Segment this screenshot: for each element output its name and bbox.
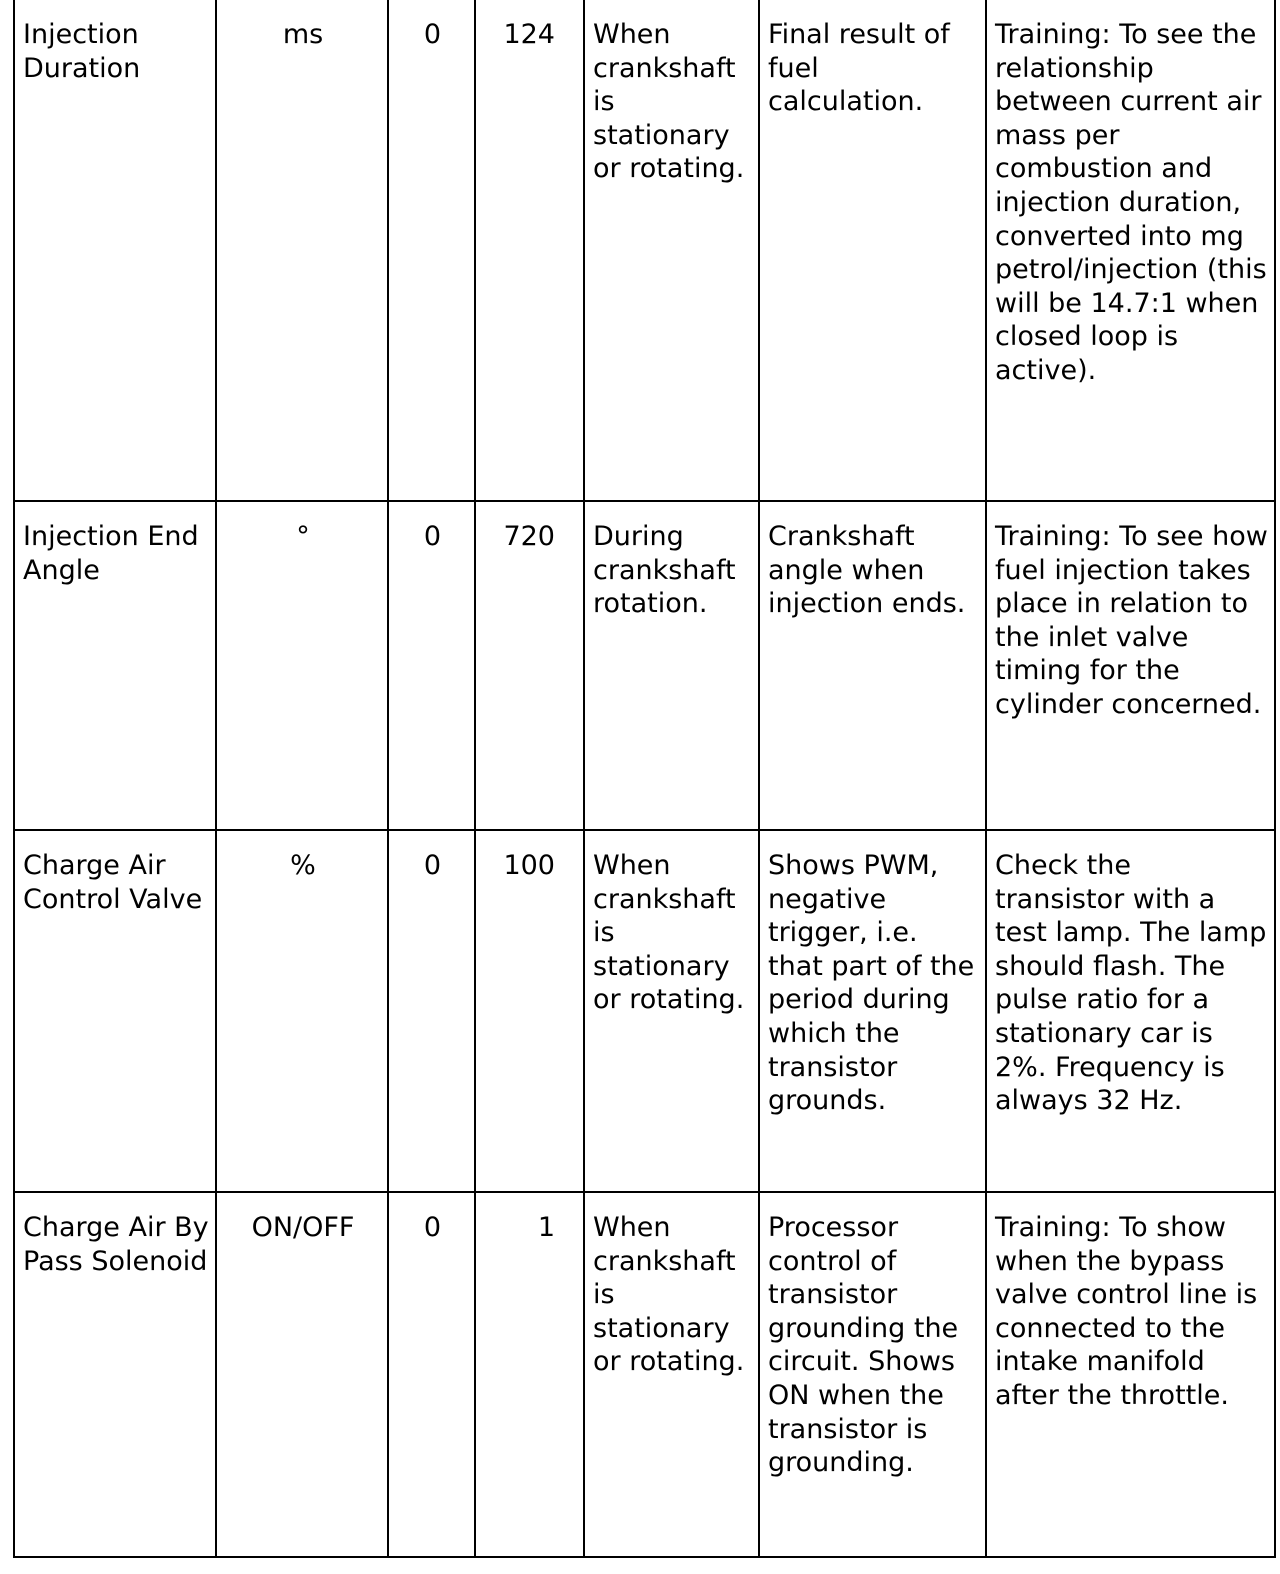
condition-cell: When crankshaft is stationary or rotating. [584,1192,759,1557]
unit-cell: % [216,830,388,1192]
parameter-name-cell: Charge Air By Pass Solenoid [14,1192,216,1557]
description-cell: Processor control of transistor grounding the circuit. Shows ON when the transistor is grounding. [759,1192,986,1557]
min-value-cell: 0 [388,0,475,501]
description-cell: Shows PWM, negative trigger, i.e. that part of the period during which the transistor grounds. [759,830,986,1192]
parameter-table [13,0,1276,1558]
note-cell: Training: To show when the bypass valve control line is connected to the intake manifold after the throttle. [986,1192,1275,1557]
unit-cell: ON/OFF [216,1192,388,1557]
table-row [14,1192,1275,1557]
condition-cell: When crankshaft is stationary or rotating. [584,830,759,1192]
min-value-cell: 0 [388,501,475,830]
unit-cell: ° [216,501,388,830]
parameter-name-cell: Charge Air Control Valve [14,830,216,1192]
max-value-cell: 124 [475,0,584,501]
unit-cell: ms [216,0,388,501]
condition-cell: During crankshaft rotation. [584,501,759,830]
min-value-cell: 0 [388,1192,475,1557]
max-value-cell: 720 [475,501,584,830]
max-value-cell: 1 [475,1192,584,1557]
table-row [14,501,1275,830]
table-row [14,830,1275,1192]
max-value-cell: 100 [475,830,584,1192]
min-value-cell: 0 [388,830,475,1192]
parameter-name-cell: Injection Duration [14,0,216,501]
condition-cell: When crankshaft is stationary or rotating. [584,0,759,501]
description-cell: Final result of fuel calculation. [759,0,986,501]
note-cell: Training: To see the relationship between current air mass per combustion and injection duration, converted into mg petrol/injection (this will be 14.7:1 when closed loop is active). [986,0,1275,501]
note-cell: Training: To see how fuel injection takes place in relation to the inlet valve timing for the cylinder concerned. [986,501,1275,830]
note-cell: Check the transistor with a test lamp. The lamp should flash. The pulse ratio for a stationary car is 2%. Frequency is always 32 Hz. [986,830,1275,1192]
description-cell: Crankshaft angle when injection ends. [759,501,986,830]
table-row [14,0,1275,501]
parameter-name-cell: Injection End Angle [14,501,216,830]
